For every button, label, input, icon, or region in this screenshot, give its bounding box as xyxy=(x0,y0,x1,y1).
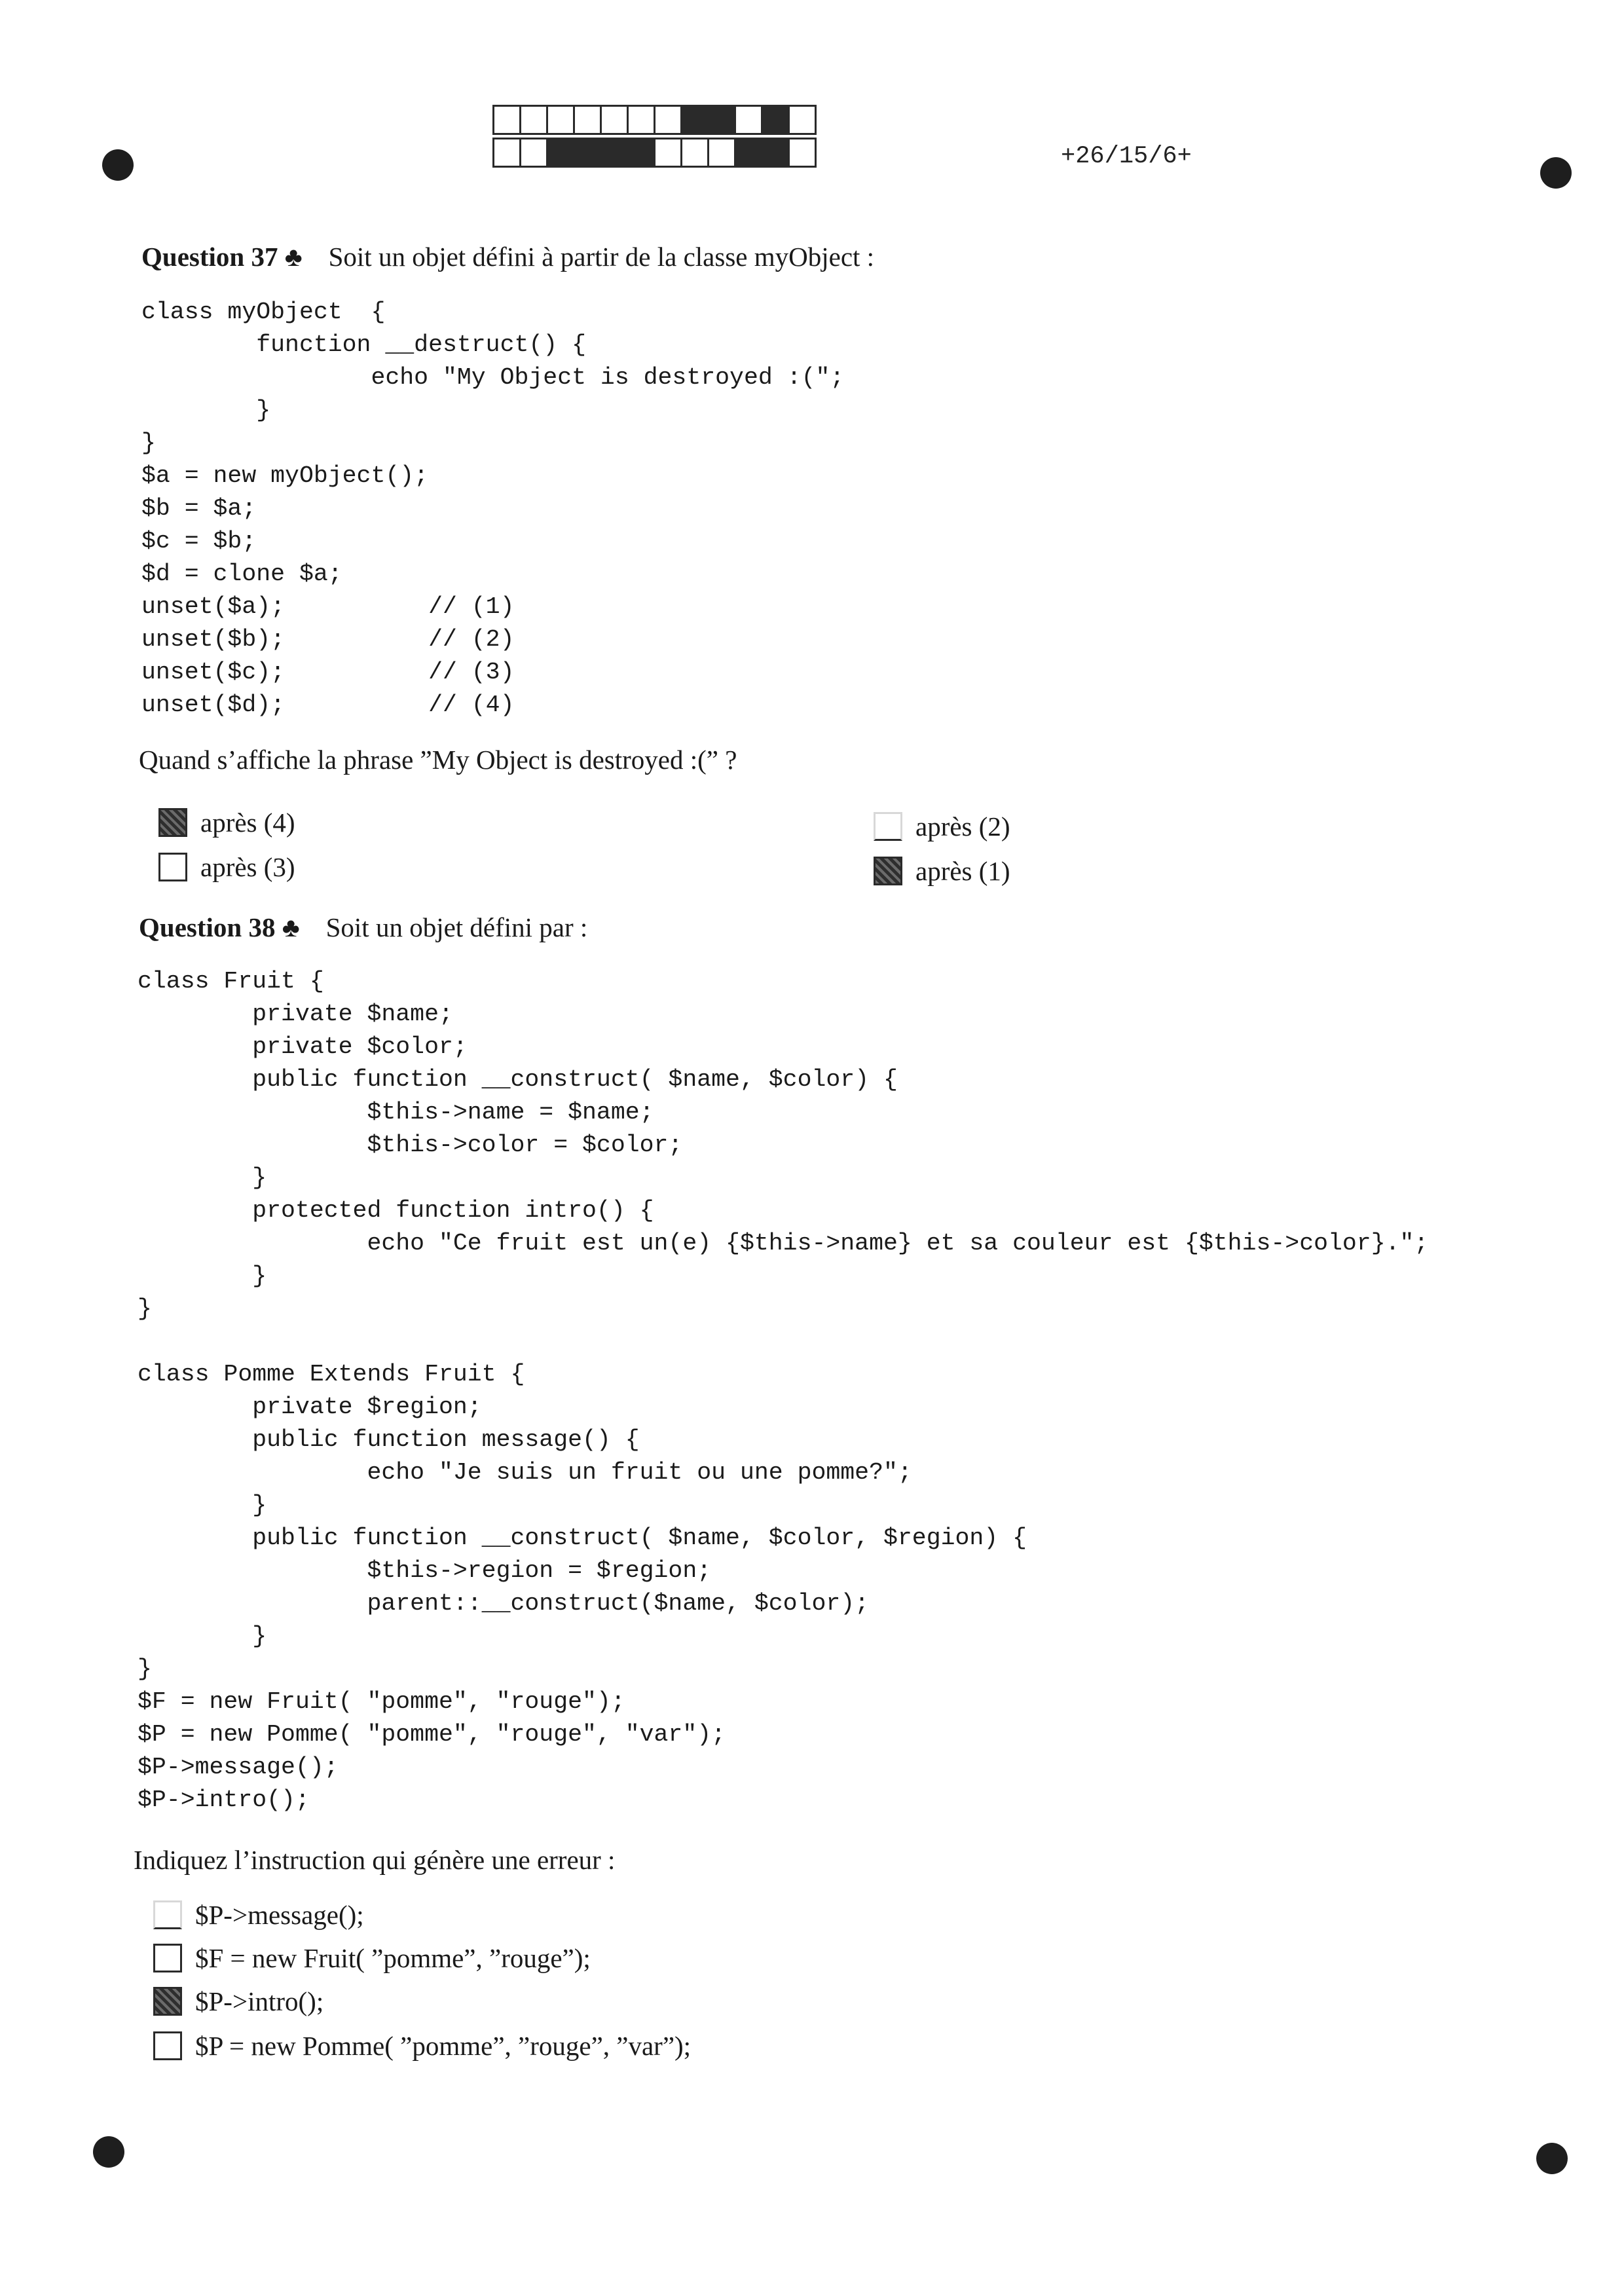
barcode-cell xyxy=(627,105,655,135)
question-37-label: Question 37 ♣ xyxy=(141,242,303,272)
answer-label: $P->intro(); xyxy=(195,1986,324,2016)
checkbox[interactable] xyxy=(158,808,187,837)
q37-answer-after-2[interactable] xyxy=(874,811,1010,842)
checkbox[interactable] xyxy=(153,1987,182,2016)
registration-mark-bottom-right xyxy=(1536,2143,1568,2174)
question-38-label: Question 38 ♣ xyxy=(139,912,300,942)
barcode-cell xyxy=(600,105,629,135)
barcode-cell xyxy=(492,105,521,135)
barcode-cell xyxy=(573,138,602,168)
q37-answer-after-3[interactable] xyxy=(158,851,295,883)
registration-mark-bottom-left xyxy=(93,2136,124,2168)
question-37-text: Soit un objet défini à partir de la classe myObject : xyxy=(328,242,875,272)
barcode-cell xyxy=(627,138,655,168)
checkbox[interactable] xyxy=(874,812,902,841)
barcode-cell xyxy=(707,105,736,135)
barcode-cell xyxy=(573,105,602,135)
barcode-cell xyxy=(492,138,521,168)
barcode-cell xyxy=(788,138,817,168)
answer-label: $P->message(); xyxy=(195,1900,364,1930)
barcode-cell xyxy=(734,105,763,135)
barcode-row-1 xyxy=(492,105,815,135)
barcode-cell xyxy=(519,105,548,135)
barcode-cell xyxy=(788,105,817,135)
barcode-cell xyxy=(761,138,790,168)
q38-answer-intro[interactable] xyxy=(153,1986,323,2017)
barcode-cell xyxy=(680,138,709,168)
answer-label: $P = new Pomme( ”pomme”, ”rouge”, ”var”); xyxy=(195,2031,692,2061)
question-37-code: class myObject { function __destruct() { echo "My Object is destroyed :("; } } $a = new myObject(); $b = $a; $c = $b; $d = clone $a; unset($a); // (1) unset($b); // (2) unset($c); // (3) unset($d); // (4) xyxy=(141,299,845,718)
q37-answer-after-4[interactable] xyxy=(158,807,295,838)
barcode-cell xyxy=(761,105,790,135)
question-38-prompt: Indiquez l’instruction qui génère une erreur : xyxy=(134,1845,616,1875)
barcode-cell xyxy=(734,138,763,168)
q37-answer-after-1[interactable] xyxy=(874,855,1010,887)
barcode-cell xyxy=(654,105,682,135)
question-38-header xyxy=(139,912,587,943)
question-38-text: Soit un objet défini par : xyxy=(325,912,588,942)
barcode-cell xyxy=(654,138,682,168)
registration-mark-top-left xyxy=(102,149,134,181)
q38-answer-new-fruit[interactable] xyxy=(153,1942,591,1974)
answer-label: après (3) xyxy=(200,852,295,882)
checkbox[interactable] xyxy=(158,853,187,881)
registration-mark-top-right xyxy=(1540,157,1572,189)
q38-answer-message[interactable] xyxy=(153,1899,364,1931)
q38-answer-new-pomme[interactable] xyxy=(153,2030,691,2062)
barcode-cell xyxy=(546,138,575,168)
page-id: +26/15/6+ xyxy=(1061,143,1192,170)
question-38-code: class Fruit { private $name; private $color; public function __construct( $name, $color) { $this->name = $name; $this->color = $color; } protected function intro() { echo "Ce fruit est un(e) {$this->name} et sa couleur est {$this->color}."; } } class Pomme Extends Fruit { private $region; public function message() { echo "Je suis un fruit ou une pomme?"; } public function __construct( $name, $color, $region) { $this->region = $region; parent::__construct($name, $color); } } $F = new Fruit( "pomme", "rouge"); $P = new Pomme( "pomme", "rouge", "var"); $P->message(); $P->intro(); xyxy=(138,968,1429,1813)
checkbox[interactable] xyxy=(153,1944,182,1972)
question-37-prompt: Quand s’affiche la phrase ”My Object is destroyed :(” ? xyxy=(139,745,737,775)
answer-label: après (2) xyxy=(915,811,1010,842)
barcode-row-2 xyxy=(492,138,815,168)
checkbox[interactable] xyxy=(153,1900,182,1929)
barcode-cell xyxy=(519,138,548,168)
answer-label: après (4) xyxy=(200,807,295,838)
barcode-cell xyxy=(680,105,709,135)
barcode-cell xyxy=(600,138,629,168)
barcode-cell xyxy=(707,138,736,168)
answer-label: $F = new Fruit( ”pomme”, ”rouge”); xyxy=(195,1943,591,1973)
checkbox[interactable] xyxy=(874,857,902,885)
answer-label: après (1) xyxy=(915,856,1010,886)
checkbox[interactable] xyxy=(153,2031,182,2060)
question-37-header xyxy=(141,241,874,272)
barcode-cell xyxy=(546,105,575,135)
